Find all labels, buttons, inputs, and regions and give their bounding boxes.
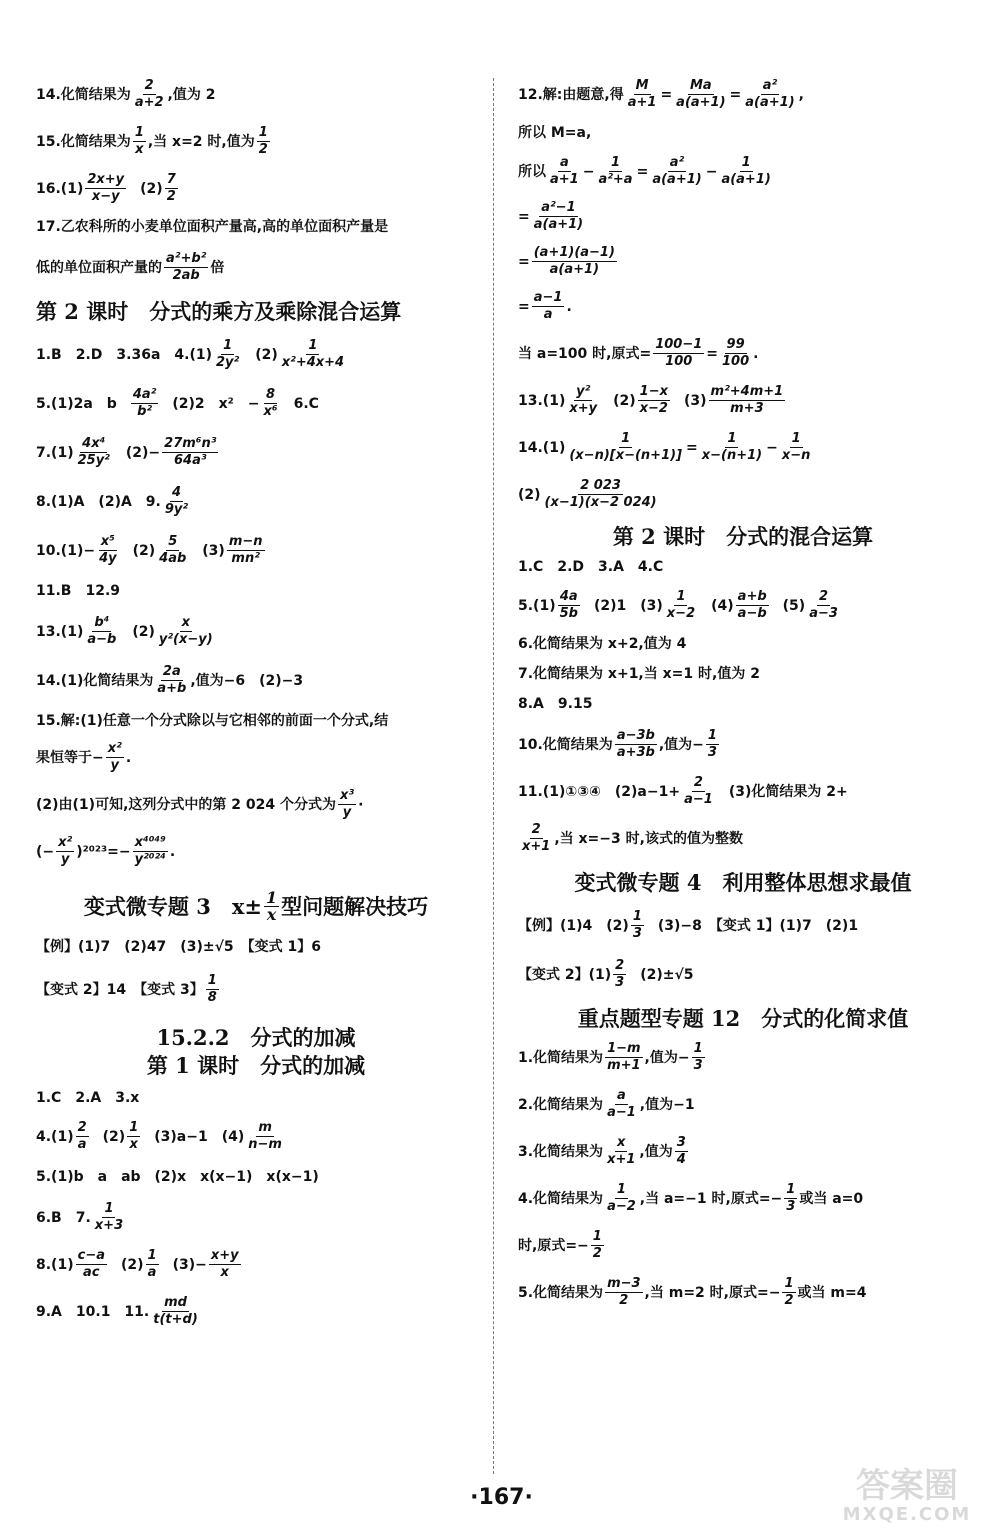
answer-17-line1: 17.乙农科所的小麦单位面积产量高,高的单位面积产量是 (36, 219, 389, 235)
watermark-logo (817, 1468, 997, 1530)
section-heading: 第 2 课时 分式的混合运算 (612, 524, 874, 549)
fraction: $\frac{1}{x-(n+1)}$ (701, 431, 763, 463)
answer-14: 14.化简结果为 2 a+2 ,值为 2 (36, 78, 216, 110)
answer-7: 7.(1) 4x⁴ 25y² (2)− $\frac{\text{27m⁶n³}}{\text{64a³}}$ (36, 436, 217, 468)
topic-answer-4-line1: 4.化简结果为 1 a−2 ,当 a=−1 时,原式=− $\frac{1}{3}$ 或当 a=0 (518, 1182, 864, 1214)
fraction: 1−x x−2 (639, 384, 668, 416)
watermark-text: 答案圈 (856, 1466, 958, 1506)
section-heading: 变式微专题 4 利用整体思想求最值 (574, 870, 912, 895)
fraction: $\frac{1}{x-n}$ (781, 431, 811, 463)
answer-13: 13.(1) b⁴ a−b (2) x y²(x−y) (36, 615, 213, 647)
answer-1-3: 1.C 2.A 3.x (36, 1090, 140, 1106)
fraction: 7 2 (166, 172, 176, 204)
fraction: 4 9y² (164, 485, 189, 517)
example-answers: 【例】(1)4 (2) 1 3 (3)−8 【变式 1】(1)7 (2)1 (518, 909, 859, 941)
section-heading: 15.2.2 分式的加减 (156, 1025, 356, 1050)
fraction: $\frac{\text{a²}}{a(a+1)}$ (652, 155, 702, 187)
fraction: $\frac{1}{2}$ (592, 1229, 602, 1261)
topic-answer-3: 3.化简结果为 x x+1 ,值为 3 4 (518, 1135, 686, 1167)
fraction: m²+4m+1 m+3 (710, 384, 784, 416)
fraction: $\frac{\text{a²−1}}{a(a+1)}$ (533, 200, 584, 232)
fraction: $\frac{1}{x}$ (265, 888, 278, 924)
column-divider (493, 78, 494, 1474)
fraction: $\frac{100-1}{100}$ (655, 337, 703, 369)
answer-10: 10.化简结果为 a−3b a+3b ,值为− $\frac{1}{3}$ (518, 728, 717, 760)
fraction: $\frac{\text{a²}}{a(a+1)}$ (745, 78, 795, 110)
fraction: 4a 5b (559, 589, 578, 621)
fraction: $\frac{1}{\text{a²+a}}$ (598, 155, 633, 187)
fraction: $\frac{\text{x⁴⁰⁴⁹}}{\text{y²⁰²⁴}}$ (134, 835, 166, 867)
answer-10: 10.(1)− $\frac{\text{x⁵}}{4y}$ (2) 5 4ab (3) m−n mn² (36, 534, 263, 566)
fraction: a−3b a+3b (616, 728, 655, 760)
answer-11-line2: 2 x+1 ,当 x=−3 时,该式的值为整数 (522, 822, 743, 854)
fraction: 4x⁴ 25y² (77, 436, 110, 468)
answer-12-line7: 当 a=100 时,原式= $\frac{100-1}{100}$ = $\frac{99}{100}$ . (518, 337, 759, 369)
answer-14b: 14.(1)化简结果为 2a a+b ,值为−6 (2)−3 (36, 664, 304, 696)
section-heading: 第 1 课时 分式的加减 (146, 1053, 366, 1078)
fraction: x x+1 (607, 1135, 636, 1167)
fraction: $\frac{1}{2}$ (784, 1276, 794, 1308)
answer-9-11: 9.A 10.1 11. md t(t+d) (36, 1295, 198, 1327)
fraction: $\frac{1}{3}$ (786, 1182, 796, 1214)
fraction: 1 x²+4x+4 (281, 338, 345, 370)
fraction: 1 a (147, 1248, 157, 1280)
answer-8: 8.(1) c−a ac (2) 1 a (3)− $\frac{x+y}{x}$ (36, 1248, 239, 1280)
fraction: 4a² b² (132, 387, 157, 419)
fraction: x y²(x−y) (158, 615, 213, 647)
fraction: m−n mn² (228, 534, 263, 566)
fraction: $\frac{1}{3}$ (693, 1041, 703, 1073)
fraction: $\frac{\text{x²}}{y}$ (58, 835, 73, 867)
fraction: 1 x (129, 1120, 139, 1152)
fraction: $\frac{\text{27m⁶n³}}{\text{64a³}}$ (164, 436, 217, 468)
fraction: $\frac{1}{a(a+1)}$ (721, 155, 771, 187)
answer-1-4: 1.C 2.D 3.A 4.C (518, 559, 664, 575)
fraction: 2a a+b (157, 664, 187, 696)
variant-answers: 【变式 2】14 【变式 3】 1 8 (36, 973, 217, 1005)
answer-16: 16.(1) 2x+y x−y (2) 7 2 (36, 172, 176, 204)
fraction: 1 x−2 (666, 589, 696, 621)
answer-12-line6: = $\frac{a-1}{a}$ . (518, 290, 572, 322)
fraction: 1−m m+1 (607, 1041, 641, 1073)
fraction: m n−m (248, 1120, 282, 1152)
topic-answer-2: 2.化简结果为 a a−1 ,值为−1 (518, 1088, 695, 1120)
fraction: a+b a−b (737, 589, 767, 621)
answer-12-line3: 所以 a a+1 − $\frac{1}{\text{a²+a}}$ = $\frac{\text{a²}}{a(a+1)}$ − $\frac{1}{a(a+1)}$ (518, 155, 771, 187)
fraction: md t(t+d) (153, 1295, 198, 1327)
answer-15b-line1: 15.解:(1)任意一个分式除以与它相邻的前面一个分式,结 (36, 713, 389, 729)
answer-6-7: 6.B 7. 1 x+3 (36, 1201, 124, 1233)
answer-7: 7.化简结果为 x+1,当 x=1 时,值为 2 (518, 666, 760, 682)
fraction: 1 x+3 (94, 1201, 124, 1233)
section-heading: 第 2 课时 分式的乘方及乘除混合运算 (36, 299, 402, 324)
fraction: m−3 2 (607, 1276, 641, 1308)
fraction: y² x+y (569, 384, 598, 416)
example-answers: 【例】(1)7 (2)47 (3)±√5 【变式 1】6 (36, 939, 322, 955)
fraction: x³ y (339, 788, 355, 820)
answer-17-line2: 低的单位面积产量的 a²+b² 2ab 倍 (36, 251, 225, 283)
answer-12-line5: = $\frac{(a+1)(a-1)}{a(a+1)}$ (518, 245, 615, 277)
answer-11-12: 11.B 12.9 (36, 583, 121, 599)
answer-12-line2: 所以 M=a, (518, 125, 592, 141)
fraction: $\frac{a-1}{a}$ (533, 290, 563, 322)
fraction: 2 a+2 (134, 78, 164, 110)
answer-8-9: 8.A 9.15 (518, 696, 593, 712)
fraction: $\frac{\text{x²}}{y}$ (107, 741, 122, 773)
section-heading: 变式微专题 3 x± $\frac{1}{x}$ 型问题解决技巧 (83, 888, 429, 924)
fraction: 2 a−3 (809, 589, 838, 621)
section-heading: 重点题型专题 12 分式的化简求值 (577, 1006, 909, 1031)
answer-15: 15.化简结果为 1 x ,当 x=2 时,值为 1 2 (36, 125, 268, 157)
fraction: 1 x (134, 125, 144, 157)
fraction: 1 8 (207, 973, 217, 1005)
fraction: a a−1 (607, 1088, 636, 1120)
page-number: ·167· (470, 1485, 533, 1510)
variant-answers: 【变式 2】(1) 2 3 (2)±√5 (518, 958, 694, 990)
answer-1-4: 1.B 2.D 3.36a 4.(1) 1 2y² (2) 1 x²+4x+4 (36, 338, 345, 370)
topic-answer-5: 5.化简结果为 m−3 2 ,当 m=2 时,原式=− $\frac{1}{2}$ 或当 m=4 (518, 1276, 867, 1308)
answer-4: 4.(1) 2 a (2) 1 x (3)a−1 (4) m n−m (36, 1120, 282, 1152)
fraction: b⁴ a−b (87, 615, 117, 647)
right-column (518, 78, 968, 1309)
fraction: 3 4 (676, 1135, 686, 1167)
answer-5: 5.(1)b a ab (2)x x(x−1) x(x−1) (36, 1169, 319, 1185)
answer-12-line1: 12.解:由题意,得 $\frac{M}{a+1}$ = $\frac{Ma}{a(a+1)}$ = $\frac{\text{a²}}{a(a+1)}$ , (518, 78, 804, 110)
fraction: 2 x+1 (522, 822, 551, 854)
fraction: c−a ac (77, 1248, 105, 1280)
fraction: a²+b² 2ab (166, 251, 207, 283)
fraction: 2 a (77, 1120, 87, 1152)
topic-answer-1: 1.化简结果为 1−m m+1 ,值为− $\frac{1}{3}$ (518, 1041, 703, 1073)
answer-8-9: 8.(1)A (2)A 9. 4 9y² (36, 485, 189, 517)
fraction: $\frac{(a+1)(a-1)}{a(a+1)}$ (533, 245, 615, 277)
fraction: 1 3 (632, 909, 642, 941)
answer-5-6: 5.(1)2a b 4a² b² (2)2 x² − $\frac{8}{\text{x⁶}}$ 6.C (36, 387, 319, 419)
answer-15b-line2: 果恒等于− $\frac{\text{x²}}{y}$ . (36, 741, 132, 773)
fraction: 1 a−2 (607, 1182, 636, 1214)
watermark-url: MXQE.COM (842, 1504, 972, 1525)
answer-11-line1: 11.(1)①③④ (2)a−1+ $\frac{2}{a-1}$ (3)化简结果为 2+ (518, 775, 848, 807)
fraction: $\frac{M}{a+1}$ (627, 78, 657, 110)
topic-answer-4-line2: 时,原式=− $\frac{1}{2}$ (518, 1229, 602, 1261)
fraction: 2x+y x−y (87, 172, 125, 204)
answer-15b-line4: (− $\frac{\text{x²}}{y}$ )²⁰²³=− $\frac{\text{x⁴⁰⁴⁹}}{\text{y²⁰²⁴}}$ . (36, 835, 176, 867)
fraction: $\frac{Ma}{a(a+1)}$ (676, 78, 726, 110)
fraction: a a+1 (550, 155, 579, 187)
left-column (36, 78, 476, 1328)
answer-12-line4: = $\frac{\text{a²−1}}{a(a+1)}$ (518, 200, 584, 232)
fraction: 5 4ab (159, 534, 187, 566)
fraction: 1 2y² (216, 338, 240, 370)
answer-6: 6.化简结果为 x+2,值为 4 (518, 636, 687, 652)
answer-15b-line3: (2)由(1)可知,这列分式中的第 2 024 个分式为 x³ y · (36, 788, 364, 820)
fraction: $\frac{2}{a-1}$ (684, 775, 713, 807)
answer-14-line2: (2) 2 023 (x−1)(x−2 024) (518, 478, 657, 510)
fraction: $\frac{8}{\text{x⁶}}$ (263, 387, 278, 419)
answer-14-line1: 14.(1) $\frac{1}{(x-n)[x-(n+1)]}$ = $\frac{1}{x-(n+1)}$ − $\frac{1}{x-n}$ (518, 431, 811, 463)
fraction: $\frac{\text{x⁵}}{4y}$ (99, 534, 117, 566)
answer-13: 13.(1) y² x+y (2) 1−x x−2 (3) m²+4m+1 m+3 (518, 384, 784, 416)
answer-5: 5.(1) 4a 5b (2)1 (3) 1 x−2 (4) a+b a−b (5) 2 a−3 (518, 589, 838, 621)
fraction: 2 023 (x−1)(x−2 024) (544, 478, 657, 510)
fraction: $\frac{1}{3}$ (707, 728, 717, 760)
fraction: 1 2 (258, 125, 268, 157)
fraction: 2 3 (615, 958, 625, 990)
fraction: $\frac{x+y}{x}$ (210, 1248, 239, 1280)
fraction: $\frac{1}{(x-n)[x-(n+1)]}$ (569, 431, 682, 463)
fraction: $\frac{99}{100}$ (722, 337, 750, 369)
